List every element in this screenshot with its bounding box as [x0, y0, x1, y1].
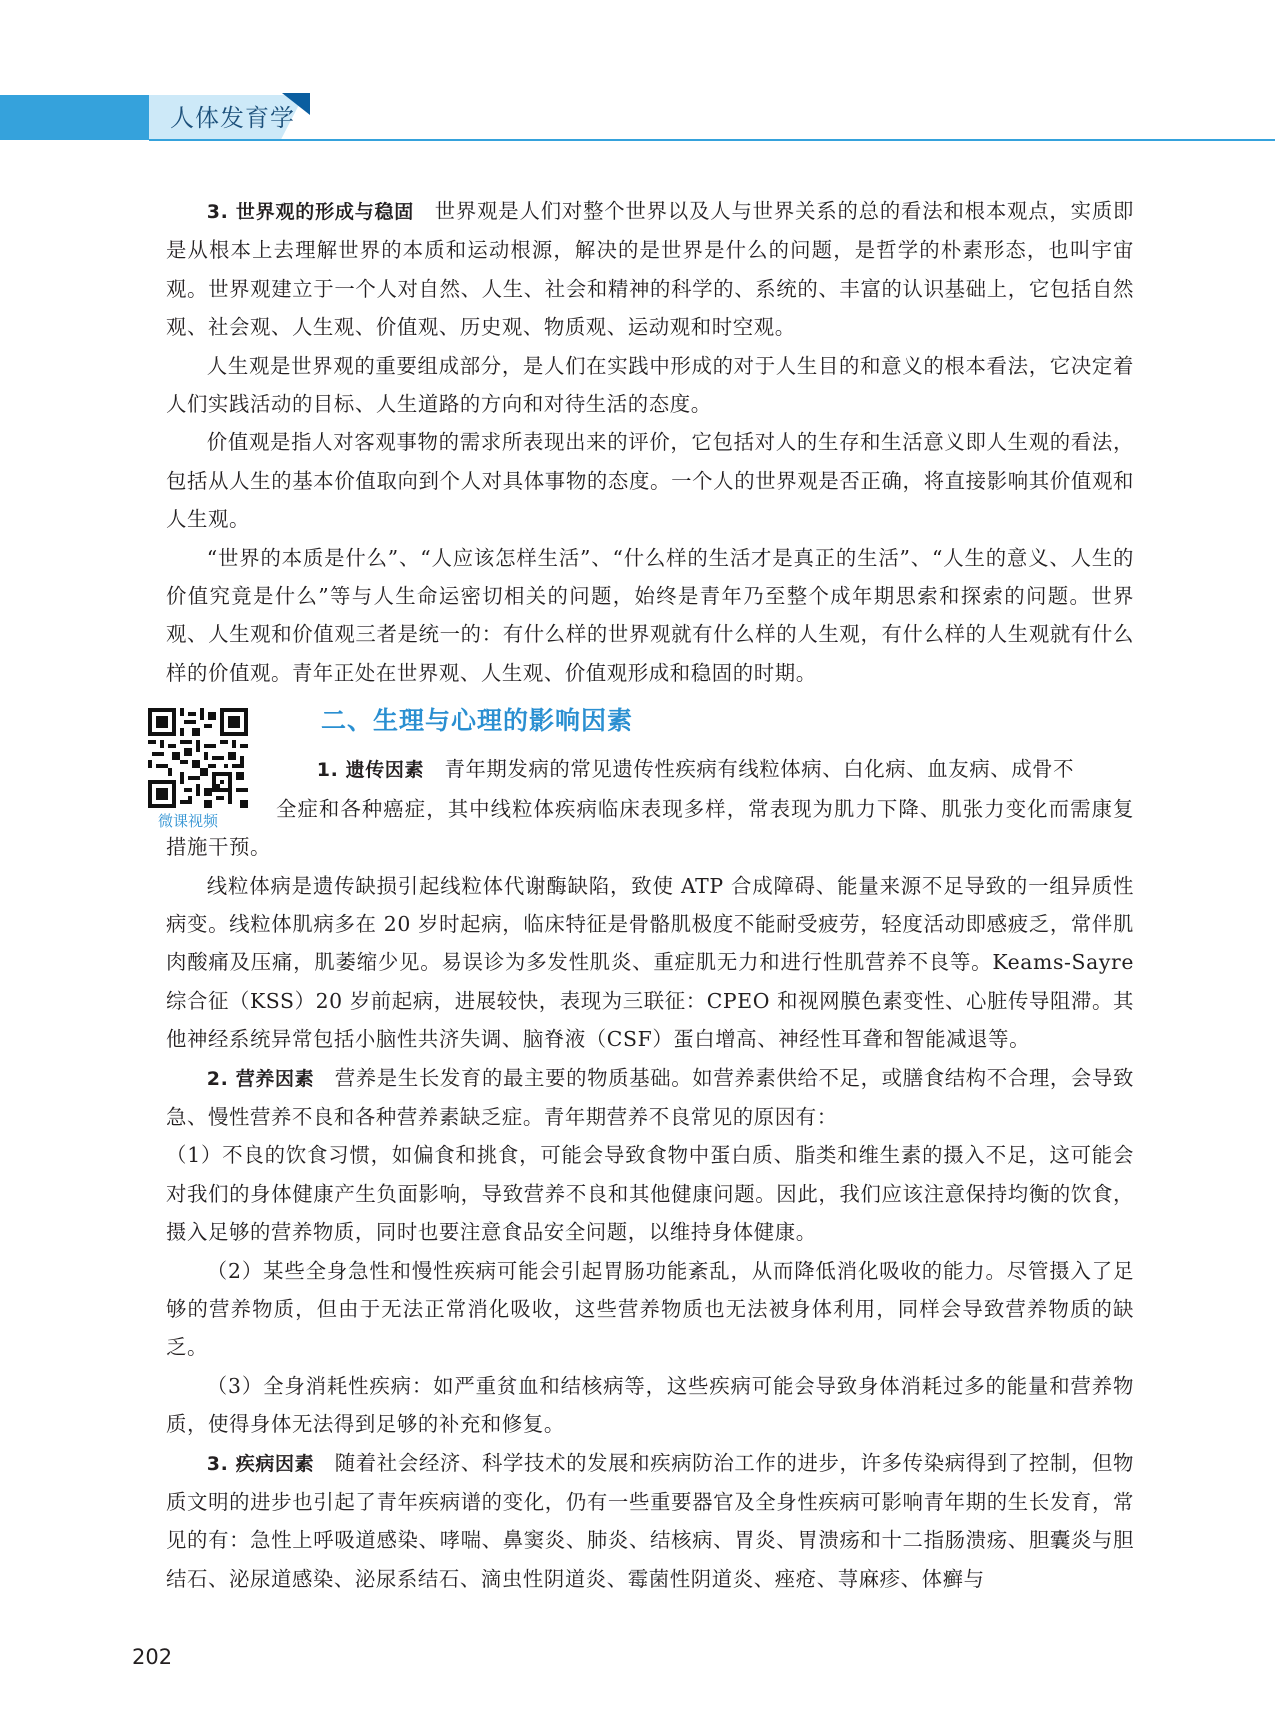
section-heading: 二、生理与心理的影响因素	[321, 706, 634, 736]
paragraph-values: 价值观是指人对客观事物的需求所表现出来的评价，它包括对人的生存和生活意义即人生观的看法，包括从人生的基本价值取向到个人对具体事物的态度。一个人的世界观是否正确，将直接影响其价值观和人生观。	[166, 430, 1134, 532]
paragraph-nutrition	[166, 1059, 1134, 1137]
paragraph-genetic-first-line	[166, 750, 1134, 789]
genetic-text-line-2: 全症和各种癌症，其中线粒体疾病临床表现多样，常表现为肌力下降、肌张力变化而需康复措施干预。	[166, 796, 1134, 860]
subsection-title-disease: 3. 疾病因素	[206, 1452, 315, 1475]
nutrition-item-1	[166, 1136, 1134, 1251]
page-body	[166, 192, 1134, 1598]
header-color-block	[0, 95, 149, 140]
disease-text: 随着社会经济、科学技术的发展和疾病防治工作的进步，许多传染病得到了控制，但物质文明的进步也引起了青年疾病谱的变化，仍有一些重要器官及全身性疾病可影响青年期的生长发育，常见的有：急性上呼吸道感染、哮喘、鼻窦炎、肺炎、结核病、胃炎、胃溃疡和十二指肠溃疡、胆囊炎与胆结石、泌尿道感染、泌尿系结石、滴虫性阴道炎、霉菌性阴道炎、痤疮、荨麻疹、体癣与	[166, 1450, 1134, 1591]
nutrition-item-1-first: （1）不良的饮食习惯，如偏食和挑食，可能会导致食物中蛋白质、脂类和维生素的摄入不足，这	[166, 1143, 1071, 1168]
section-heading-block	[166, 692, 1134, 750]
nutrition-text: 营养是生长发育的最主要的物质基础。如营养素供给不足，或膳食结构不合理，会导致急、慢性营养不良和各种营养素缺乏症。青年期营养不良常见的原因有：	[166, 1065, 1134, 1129]
paragraph-life-questions: “世界的本质是什么”、“人应该怎样生活”、“什么样的生活才是真正的生活”、“人生的意义、人生的价值究竟是什么”等与人生命运密切相关的问题，始终是青年乃至整个成年期思索和探索的问题。世界观、人生观和价值观三者是统一的：有什么样的世界观就有什么样的人生观，有什么样的人生观就有什么样的价值观。青年正处在世界观、人生观、价值观形成和稳固的时期。	[166, 545, 1134, 685]
book-title: 人体发育学	[170, 104, 295, 132]
subsection-title-genetic: 1. 遗传因素	[316, 759, 425, 782]
qr-caption: 微课视频	[158, 812, 219, 830]
paragraph-outlook-on-life: 人生观是世界观的重要组成部分，是人们在实践中形成的对于人生目的和意义的根本看法，它决定着人们实践活动的目标、人生道路的方向和对待生活的态度。	[166, 353, 1134, 417]
nutrition-item-2: （2）某些全身急性和慢性疾病可能会引起胃肠功能紊乱，从而降低消化吸收的能力。尽管摄入了足够的营养物质，但由于无法正常消化吸收，这些营养物质也无法被身体利用，同样会导致营养物质的缺乏。	[166, 1258, 1134, 1360]
subsection-title-worldview: 3. 世界观的形成与稳固	[206, 201, 415, 223]
nutrition-item-1-rest: 可能会对我们的身体健康产生负面影响，导致营养不良和其他健康问题。因此，我们应该注意保持均衡的饮食，摄入足够的营养物质，同时也要注意食品安全问题，以维持身体健康。	[166, 1143, 1134, 1245]
page-number: 202	[132, 1645, 173, 1669]
paragraph-mitochondrial: 线粒体病是遗传缺损引起线粒体代谢酶缺陷，致使 ATP 合成障碍、能量来源不足导致的一组异质性病变。线粒体肌病多在 20 岁时起病，临床特征是骨骼肌极度不能耐受疲劳，轻度活动即感疲乏，常伴肌肉酸痛及压痛，肌萎缩少见。易误诊为多发性肌炎、重症肌无力和进行性肌营养不良等。Keams-Sayre 综合征（KSS）20 岁前起病，进展较快，表现为三联征：CPEO 和视网膜色素变性、心脏传导阻滞。其他神经系统异常包括小脑性共济失调、脑脊液（CSF）蛋白增高、神经性耳聋和智能减退等。	[166, 873, 1134, 1052]
paragraph-disease	[166, 1444, 1134, 1599]
paragraph-worldview	[166, 192, 1134, 347]
genetic-text-line-1: 青年期发病的常见遗传性疾病有线粒体病、白化病、血友病、成骨不	[444, 757, 1075, 782]
header-rule	[149, 139, 1275, 141]
paragraph-worldview-text: 世界观是人们对整个世界以及人与世界关系的总的看法和根本观点，实质即是从根本上去理解世界的本质和运动根源，解决的是世界是什么的问题，是哲学的朴素形态，也叫宇宙观。世界观建立于一个人对自然、人生、社会和精神的科学的、系统的、丰富的认识基础上，它包括自然观、社会观、人生观、价值观、历史观、物质观、运动观和时空观。	[166, 199, 1135, 340]
nutrition-item-3: （3）全身消耗性疾病：如严重贫血和结核病等，这些疾病可能会导致身体消耗过多的能量和营养物质，使得身体无法得到足够的补充和修复。	[166, 1373, 1134, 1437]
subsection-title-nutrition: 2. 营养因素	[206, 1067, 315, 1090]
